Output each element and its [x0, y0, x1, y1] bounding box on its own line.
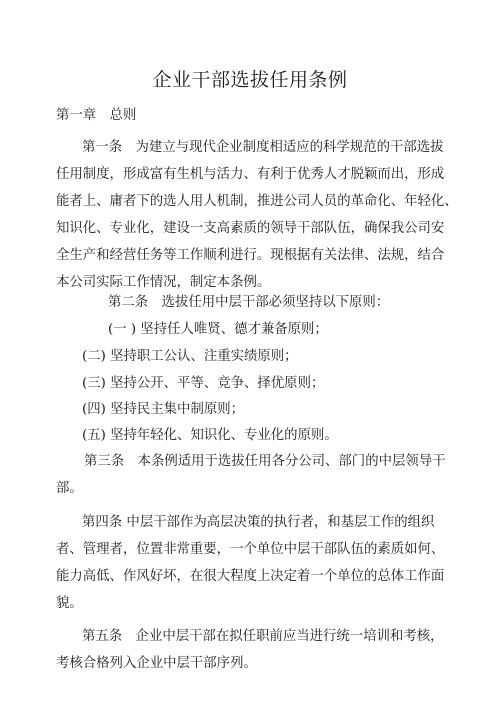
chapter-heading: 第一章 总则 — [56, 108, 137, 123]
principle-1: (一 ) 坚持任人唯贤、德才兼备原则； — [108, 322, 328, 337]
article-1-line-1: 第一条 为建立与现代企业制度相适应的科学规范的干部选拔 — [82, 140, 444, 155]
article-5-line-2: 考核合格列入企业中层干部序列。 — [56, 656, 257, 671]
article-3-line-2: 部。 — [56, 481, 83, 496]
article-4-line-4: 貌。 — [56, 596, 83, 611]
document-title: 企业干部选拔任用条例 — [152, 69, 348, 91]
article-4-line-1: 第四条 中层干部作为高层决策的执行者，和基层工作的组织 — [82, 515, 435, 530]
article-4-line-2: 者、管理者，位置非常重要，一个单位中层干部队伍的素质如何、 — [56, 542, 445, 557]
article-3-line-1: 第三条 本条例适用于选拔任用各分公司、部门的中层领导干 — [84, 454, 446, 469]
principle-3: (三) 坚持公开、平等、竞争、择优原则； — [82, 376, 325, 391]
article-1-line-6: 本公司实际工作情况，制定本条例。 — [56, 275, 271, 290]
article-5-line-1: 第五条 企业中层干部在拟任职前应当进行统一培训和考核， — [82, 629, 444, 644]
principle-5: (五) 坚持年轻化、知识化、专业化的原则。 — [82, 428, 338, 443]
article-1-line-3: 能者上、庸者下的选人用人机制，推进公司人员的革命化、年轻化、 — [56, 194, 458, 209]
article-2-intro: 第二条 选拔任用中层干部必须坚持以下原则： — [108, 295, 390, 310]
principle-4: (四) 坚持民主集中制原则； — [82, 402, 245, 417]
article-1-line-4: 知识化、专业化，建设一支高素质的领导干部队伍，确保我公司安 — [56, 221, 445, 236]
article-1-line-2: 任用制度，形成富有生机与活力、有利于优秀人才脱颖而出，形成 — [56, 167, 445, 182]
article-1-line-5: 全生产和经营任务等工作顺利进行。现根据有关法律、法规，结合 — [56, 248, 445, 263]
article-4-line-3: 能力高低、作风好坏，在很大程度上决定着一个单位的总体工作面 — [56, 569, 445, 584]
principle-2: (二) 坚持职工公认、注重实绩原则； — [82, 349, 298, 364]
